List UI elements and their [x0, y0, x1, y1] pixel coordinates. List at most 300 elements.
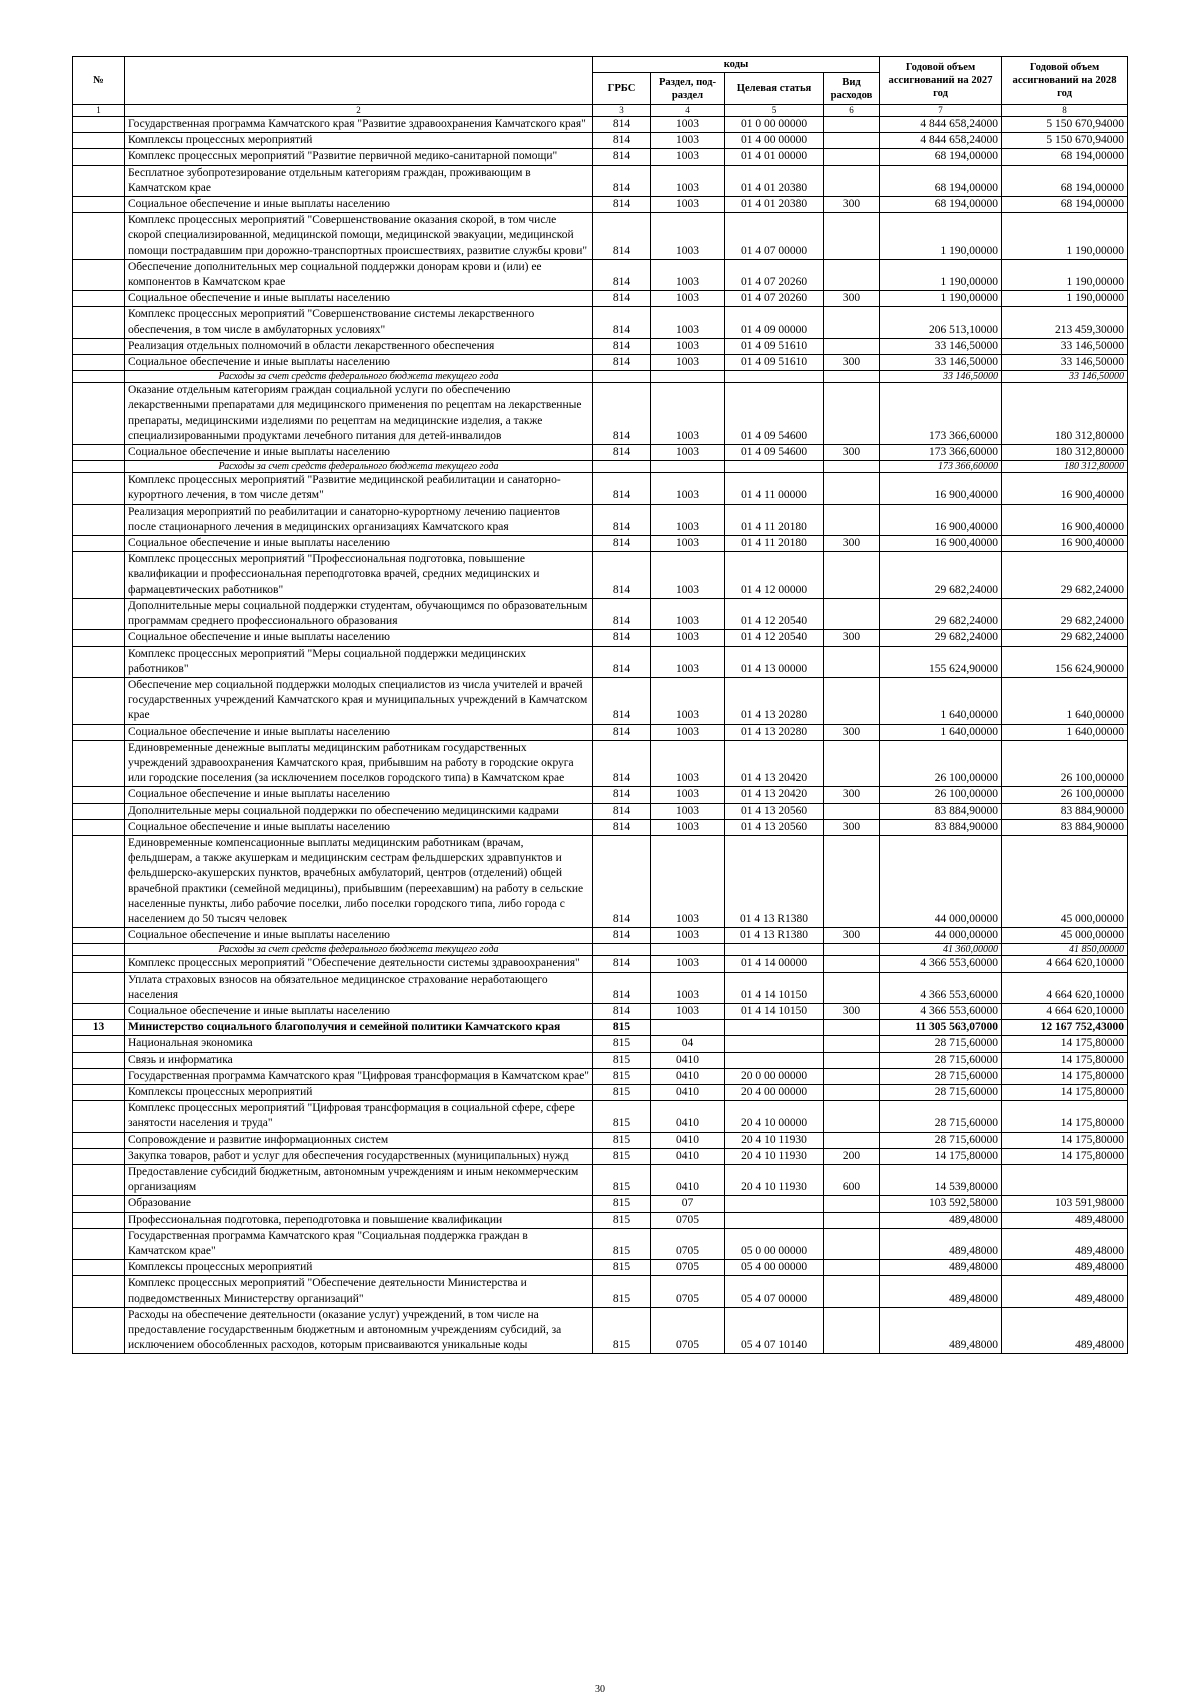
- section-code: 0410: [651, 1052, 725, 1068]
- table-row: [73, 819, 1128, 835]
- expense-type-code: [824, 740, 880, 787]
- target-article-code: [725, 371, 824, 383]
- target-article-code: 01 4 09 00000: [725, 307, 824, 338]
- table-row: [73, 552, 1128, 599]
- grbs-code: 815: [593, 1101, 651, 1132]
- amount-2028: [1002, 1165, 1128, 1196]
- target-article-code: 20 4 10 11930: [725, 1165, 824, 1196]
- grbs-code: 814: [593, 445, 651, 461]
- row-number: [73, 165, 125, 196]
- table-row: [73, 1020, 1128, 1036]
- amount-2027: 11 305 563,07000: [880, 1020, 1002, 1036]
- table-row: [73, 1165, 1128, 1196]
- target-article-code: 05 0 00 00000: [725, 1228, 824, 1259]
- expense-name: Дополнительные меры социальной поддержки студентам, обучающимся по образовательным программам среднего профессионального образования: [125, 598, 593, 629]
- amount-2028: 83 884,90000: [1002, 819, 1128, 835]
- amount-2028: 83 884,90000: [1002, 803, 1128, 819]
- row-number: [73, 536, 125, 552]
- expense-type-code: [824, 1196, 880, 1212]
- grbs-code: 815: [593, 1307, 651, 1354]
- grbs-code: 814: [593, 355, 651, 371]
- grbs-code: 814: [593, 213, 651, 260]
- expense-name: Связь и информатика: [125, 1052, 593, 1068]
- expense-name: Обеспечение дополнительных мер социальной поддержки донорам крови и (или) ее компонентов в Камчатском крае: [125, 259, 593, 290]
- target-article-code: 20 4 10 11930: [725, 1148, 824, 1164]
- target-article-code: 01 4 13 R1380: [725, 928, 824, 944]
- row-number: [73, 1148, 125, 1164]
- page-number: 30: [595, 1684, 605, 1695]
- amount-2027: 26 100,00000: [880, 740, 1002, 787]
- row-number: [73, 149, 125, 165]
- row-number: [73, 1307, 125, 1354]
- expense-name: Комплекс процессных мероприятий "Меры социальной поддержки медицинских работников": [125, 646, 593, 677]
- table-row: [73, 307, 1128, 338]
- table-row: [73, 291, 1128, 307]
- row-number: [73, 338, 125, 354]
- section-code: 1003: [651, 1003, 725, 1019]
- grbs-code: 814: [593, 473, 651, 504]
- row-number: [73, 956, 125, 972]
- section-code: 1003: [651, 787, 725, 803]
- section-code: 1003: [651, 165, 725, 196]
- target-article-code: 01 0 00 00000: [725, 117, 824, 133]
- section-code: 1003: [651, 835, 725, 927]
- table-row: [73, 740, 1128, 787]
- expense-type-code: [824, 1084, 880, 1100]
- amount-2028: 14 175,80000: [1002, 1036, 1128, 1052]
- amount-2027: 83 884,90000: [880, 819, 1002, 835]
- section-code: 1003: [651, 972, 725, 1003]
- expense-name: Социальное обеспечение и иные выплаты населению: [125, 197, 593, 213]
- expense-name: Комплекс процессных мероприятий "Совершенствование системы лекарственного обеспечения, в том числе в амбулаторных условиях": [125, 307, 593, 338]
- table-row: [73, 928, 1128, 944]
- grbs-code: 814: [593, 291, 651, 307]
- expense-name: Комплексы процессных мероприятий: [125, 1260, 593, 1276]
- expense-name: Комплексы процессных мероприятий: [125, 1084, 593, 1100]
- target-article-code: 01 4 01 00000: [725, 149, 824, 165]
- table-row: [73, 504, 1128, 535]
- target-article-code: 01 4 13 20280: [725, 677, 824, 724]
- section-code: 0705: [651, 1260, 725, 1276]
- target-article-code: 01 4 12 20540: [725, 630, 824, 646]
- expense-name: Реализация отдельных полномочий в области лекарственного обеспечения: [125, 338, 593, 354]
- row-number: [73, 473, 125, 504]
- target-article-code: 01 4 13 20420: [725, 787, 824, 803]
- amount-2028: 1 190,00000: [1002, 291, 1128, 307]
- table-row: [73, 165, 1128, 196]
- expense-name: Расходы за счет средств федерального бюджета текущего года: [125, 461, 593, 473]
- row-number: [73, 291, 125, 307]
- section-code: 0705: [651, 1228, 725, 1259]
- grbs-code: [593, 944, 651, 956]
- amount-2027: 16 900,40000: [880, 536, 1002, 552]
- target-article-code: [725, 1212, 824, 1228]
- row-number: [73, 1260, 125, 1276]
- amount-2028: 29 682,24000: [1002, 598, 1128, 629]
- amount-2028: 16 900,40000: [1002, 536, 1128, 552]
- amount-2027: 41 360,00000: [880, 944, 1002, 956]
- table-row: [73, 835, 1128, 927]
- target-article-code: 01 4 11 20180: [725, 536, 824, 552]
- table-row: [73, 630, 1128, 646]
- amount-2028: 1 190,00000: [1002, 213, 1128, 260]
- expense-type-code: [824, 1101, 880, 1132]
- column-number: 5: [725, 105, 824, 117]
- expense-name: Сопровождение и развитие информационных систем: [125, 1132, 593, 1148]
- amount-2027: 1 190,00000: [880, 259, 1002, 290]
- expense-type-code: 300: [824, 724, 880, 740]
- section-code: 1003: [651, 928, 725, 944]
- expense-name: Реализация мероприятий по реабилитации и санаторно-курортному лечению пациентов после стационарного лечения в медицинских организациях Камчатского края: [125, 504, 593, 535]
- target-article-code: 01 4 13 20280: [725, 724, 824, 740]
- target-article-code: 01 4 09 54600: [725, 445, 824, 461]
- section-code: 1003: [651, 197, 725, 213]
- amount-2028: 1 640,00000: [1002, 677, 1128, 724]
- expense-type-code: 300: [824, 291, 880, 307]
- table-row: [73, 1132, 1128, 1148]
- amount-2027: 4 366 553,60000: [880, 956, 1002, 972]
- expense-name: Профессиональная подготовка, переподготовка и повышение квалификации: [125, 1212, 593, 1228]
- table-row: [73, 197, 1128, 213]
- expense-name: Комплекс процессных мероприятий "Цифровая трансформация в социальной сфере, сфере занятости населения и труда": [125, 1101, 593, 1132]
- table-row: [73, 1052, 1128, 1068]
- amount-2027: 489,48000: [880, 1307, 1002, 1354]
- amount-2027: 4 844 658,24000: [880, 133, 1002, 149]
- row-number: [73, 598, 125, 629]
- section-code: 1003: [651, 956, 725, 972]
- row-number: [73, 1052, 125, 1068]
- amount-2028: 12 167 752,43000: [1002, 1020, 1128, 1036]
- amount-2028: 180 312,80000: [1002, 445, 1128, 461]
- amount-2028: 16 900,40000: [1002, 473, 1128, 504]
- target-article-code: 20 4 10 11930: [725, 1132, 824, 1148]
- amount-2027: 1 640,00000: [880, 724, 1002, 740]
- row-number: [73, 197, 125, 213]
- expense-type-code: [824, 598, 880, 629]
- expense-type-code: [824, 461, 880, 473]
- section-code: 1003: [651, 473, 725, 504]
- row-number: [73, 1132, 125, 1148]
- grbs-code: 815: [593, 1212, 651, 1228]
- expense-type-code: [824, 338, 880, 354]
- target-article-code: 01 4 07 20260: [725, 291, 824, 307]
- target-article-code: 01 4 09 54600: [725, 383, 824, 445]
- target-article-code: 20 4 00 00000: [725, 1084, 824, 1100]
- amount-2028: 4 664 620,10000: [1002, 972, 1128, 1003]
- amount-2027: 489,48000: [880, 1228, 1002, 1259]
- expense-name: Единовременные денежные выплаты медицинским работникам государственных учреждений здравоохранения Камчатского края, прибывшим на работу в городские округа или городские поселения (за исключением поселков городского типа) в Камчатском крае: [125, 740, 593, 787]
- target-article-code: 01 4 13 20560: [725, 819, 824, 835]
- table-row: [73, 677, 1128, 724]
- column-number: 1: [73, 105, 125, 117]
- table-row: [73, 972, 1128, 1003]
- row-number: [73, 928, 125, 944]
- amount-2028: 68 194,00000: [1002, 165, 1128, 196]
- table-row: [73, 117, 1128, 133]
- expense-type-code: [824, 473, 880, 504]
- amount-2027: 28 715,60000: [880, 1068, 1002, 1084]
- section-code: [651, 1020, 725, 1036]
- amount-2027: 28 715,60000: [880, 1052, 1002, 1068]
- expense-type-code: [824, 213, 880, 260]
- header-number: №: [73, 57, 125, 105]
- amount-2027: 489,48000: [880, 1212, 1002, 1228]
- header-target-article: Целевая статья: [725, 73, 824, 105]
- row-number: [73, 355, 125, 371]
- expense-type-code: [824, 1020, 880, 1036]
- grbs-code: 814: [593, 646, 651, 677]
- header-section: Раздел, под-раздел: [651, 73, 725, 105]
- table-row: [73, 1307, 1128, 1354]
- expense-type-code: [824, 646, 880, 677]
- amount-2028: 1 190,00000: [1002, 259, 1128, 290]
- table-row: [73, 1228, 1128, 1259]
- amount-2027: 33 146,50000: [880, 355, 1002, 371]
- amount-2028: 213 459,30000: [1002, 307, 1128, 338]
- expense-type-code: [824, 149, 880, 165]
- section-code: 1003: [651, 445, 725, 461]
- grbs-code: 814: [593, 928, 651, 944]
- row-number: [73, 461, 125, 473]
- amount-2027: 68 194,00000: [880, 165, 1002, 196]
- amount-2028: 29 682,24000: [1002, 630, 1128, 646]
- expense-name: Дополнительные меры социальной поддержки по обеспечению медицинскими кадрами: [125, 803, 593, 819]
- row-number: [73, 1212, 125, 1228]
- grbs-code: 814: [593, 504, 651, 535]
- expense-name: Бесплатное зубопротезирование отдельным категориям граждан, проживающим в Камчатском крае: [125, 165, 593, 196]
- amount-2028: 33 146,50000: [1002, 355, 1128, 371]
- header-name: [125, 57, 593, 105]
- section-code: 0705: [651, 1307, 725, 1354]
- expense-type-code: 300: [824, 536, 880, 552]
- section-code: 1003: [651, 598, 725, 629]
- amount-2028: 14 175,80000: [1002, 1101, 1128, 1132]
- amount-2027: 33 146,50000: [880, 371, 1002, 383]
- amount-2027: 4 366 553,60000: [880, 972, 1002, 1003]
- section-code: 1003: [651, 724, 725, 740]
- table-row: [73, 1148, 1128, 1164]
- amount-2028: 5 150 670,94000: [1002, 117, 1128, 133]
- expense-name: Социальное обеспечение и иные выплаты населению: [125, 787, 593, 803]
- amount-2028: 29 682,24000: [1002, 552, 1128, 599]
- expense-name: Комплекс процессных мероприятий "Обеспечение деятельности Министерства и подведомственных Министерству организаций": [125, 1276, 593, 1307]
- expense-type-code: [824, 259, 880, 290]
- grbs-code: 814: [593, 630, 651, 646]
- section-code: [651, 461, 725, 473]
- row-number: [73, 504, 125, 535]
- amount-2028: 489,48000: [1002, 1276, 1128, 1307]
- amount-2028: 5 150 670,94000: [1002, 133, 1128, 149]
- amount-2028: 489,48000: [1002, 1260, 1128, 1276]
- expense-name: Расходы за счет средств федерального бюджета текущего года: [125, 944, 593, 956]
- row-number: [73, 724, 125, 740]
- section-code: 1003: [651, 338, 725, 354]
- grbs-code: 815: [593, 1052, 651, 1068]
- amount-2027: 16 900,40000: [880, 473, 1002, 504]
- amount-2028: 4 664 620,10000: [1002, 956, 1128, 972]
- amount-2027: 26 100,00000: [880, 787, 1002, 803]
- target-article-code: 01 4 11 20180: [725, 504, 824, 535]
- table-row: [73, 213, 1128, 260]
- grbs-code: 815: [593, 1036, 651, 1052]
- row-number: [73, 630, 125, 646]
- expense-name: Единовременные компенсационные выплаты медицинским работникам (врачам, фельдшерам, а также акушеркам и медицинским сестрам фельдшерских здравпунктов и фельдшерско-акушерских пунктов, врачебных амбулаторий, центров (отделений) общей врачебной практики (семейной медицины), прибывшим (переехавшим) на работу в сельские населенные пункты, либо рабочие поселки, либо поселки городского типа, либо города с населением до 50 тысяч человек: [125, 835, 593, 927]
- expense-type-code: [824, 371, 880, 383]
- grbs-code: 814: [593, 835, 651, 927]
- expense-type-code: [824, 1132, 880, 1148]
- column-number: 6: [824, 105, 880, 117]
- expense-name: Уплата страховых взносов на обязательное медицинское страхование неработающего населения: [125, 972, 593, 1003]
- row-number: [73, 835, 125, 927]
- expense-name: Образование: [125, 1196, 593, 1212]
- expense-type-code: [824, 1276, 880, 1307]
- grbs-code: 814: [593, 383, 651, 445]
- amount-2028: 156 624,90000: [1002, 646, 1128, 677]
- table-row: [73, 956, 1128, 972]
- expense-name: Обеспечение мер социальной поддержки молодых специалистов из числа учителей и врачей государственных учреждений Камчатского края и муниципальных учреждений в Камчатском крае: [125, 677, 593, 724]
- target-article-code: 20 0 00 00000: [725, 1068, 824, 1084]
- row-number: [73, 646, 125, 677]
- section-code: 1003: [651, 213, 725, 260]
- expense-name: Социальное обеспечение и иные выплаты населению: [125, 928, 593, 944]
- grbs-code: 814: [593, 133, 651, 149]
- expense-type-code: [824, 1068, 880, 1084]
- target-article-code: [725, 944, 824, 956]
- amount-2027: 29 682,24000: [880, 598, 1002, 629]
- column-number: 7: [880, 105, 1002, 117]
- amount-2028: 489,48000: [1002, 1307, 1128, 1354]
- expense-name: Социальное обеспечение и иные выплаты населению: [125, 291, 593, 307]
- column-number: 2: [125, 105, 593, 117]
- table-row: [73, 646, 1128, 677]
- grbs-code: 815: [593, 1068, 651, 1084]
- table-row: [73, 383, 1128, 445]
- expense-type-code: 300: [824, 630, 880, 646]
- target-article-code: 01 4 07 00000: [725, 213, 824, 260]
- federal-budget-row: [73, 461, 1128, 473]
- amount-2028: 33 146,50000: [1002, 338, 1128, 354]
- amount-2027: 173 366,60000: [880, 445, 1002, 461]
- expense-type-code: 600: [824, 1165, 880, 1196]
- expense-type-code: [824, 677, 880, 724]
- amount-2028: 14 175,80000: [1002, 1148, 1128, 1164]
- expense-type-code: [824, 1036, 880, 1052]
- header-expense-type: Вид расходов: [824, 73, 880, 105]
- row-number: [73, 259, 125, 290]
- grbs-code: 815: [593, 1084, 651, 1100]
- grbs-code: 815: [593, 1148, 651, 1164]
- row-number: [73, 117, 125, 133]
- section-code: 1003: [651, 383, 725, 445]
- row-number: [73, 944, 125, 956]
- expense-type-code: [824, 944, 880, 956]
- section-code: 04: [651, 1036, 725, 1052]
- grbs-code: 814: [593, 803, 651, 819]
- table-row: [73, 1068, 1128, 1084]
- expense-name: Социальное обеспечение и иные выплаты населению: [125, 536, 593, 552]
- amount-2027: 28 715,60000: [880, 1036, 1002, 1052]
- amount-2028: 103 591,98000: [1002, 1196, 1128, 1212]
- section-code: 0410: [651, 1068, 725, 1084]
- expense-type-code: [824, 383, 880, 445]
- expense-type-code: [824, 803, 880, 819]
- section-code: 0410: [651, 1148, 725, 1164]
- expense-type-code: [824, 117, 880, 133]
- section-code: 1003: [651, 677, 725, 724]
- amount-2027: 44 000,00000: [880, 835, 1002, 927]
- row-number: [73, 1196, 125, 1212]
- target-article-code: 05 4 07 00000: [725, 1276, 824, 1307]
- expense-type-code: [824, 165, 880, 196]
- table-row: [73, 536, 1128, 552]
- expense-name: Социальное обеспечение и иные выплаты населению: [125, 630, 593, 646]
- amount-2027: 33 146,50000: [880, 338, 1002, 354]
- amount-2028: 489,48000: [1002, 1228, 1128, 1259]
- target-article-code: [725, 1052, 824, 1068]
- table-header: [73, 57, 1128, 117]
- grbs-code: [593, 461, 651, 473]
- expense-type-code: 300: [824, 819, 880, 835]
- amount-2028: 26 100,00000: [1002, 740, 1128, 787]
- section-code: 1003: [651, 536, 725, 552]
- grbs-code: 814: [593, 117, 651, 133]
- section-code: 1003: [651, 552, 725, 599]
- grbs-code: 814: [593, 972, 651, 1003]
- row-number: [73, 1276, 125, 1307]
- table-row: [73, 355, 1128, 371]
- grbs-code: 814: [593, 165, 651, 196]
- amount-2028: 41 850,00000: [1002, 944, 1128, 956]
- target-article-code: 05 4 07 10140: [725, 1307, 824, 1354]
- row-number: [73, 213, 125, 260]
- row-number: [73, 1165, 125, 1196]
- table-row: [73, 598, 1128, 629]
- table-row: [73, 259, 1128, 290]
- section-code: 0705: [651, 1276, 725, 1307]
- expense-type-code: [824, 552, 880, 599]
- table-row: [73, 787, 1128, 803]
- row-number: [73, 1084, 125, 1100]
- row-number: [73, 1036, 125, 1052]
- amount-2027: 173 366,60000: [880, 461, 1002, 473]
- amount-2027: 1 190,00000: [880, 291, 1002, 307]
- expense-type-code: [824, 972, 880, 1003]
- table-row: [73, 133, 1128, 149]
- grbs-code: 815: [593, 1196, 651, 1212]
- amount-2027: 28 715,60000: [880, 1132, 1002, 1148]
- budget-table: [72, 56, 1128, 1354]
- expense-type-code: 300: [824, 197, 880, 213]
- amount-2027: 44 000,00000: [880, 928, 1002, 944]
- expense-type-code: [824, 835, 880, 927]
- grbs-code: 814: [593, 307, 651, 338]
- amount-2028: 489,48000: [1002, 1212, 1128, 1228]
- grbs-code: 814: [593, 787, 651, 803]
- row-number: [73, 383, 125, 445]
- expense-name: Оказание отдельным категориям граждан социальной услуги по обеспечению лекарственными препаратами для медицинского применения по рецептам на лекарственные препараты, медицинскими изделиями по рецептам на медицинские изделия, а также специализированными продуктами лечебного питания для детей-инвалидов: [125, 383, 593, 445]
- target-article-code: 01 4 12 00000: [725, 552, 824, 599]
- expense-type-code: [824, 1052, 880, 1068]
- row-number: [73, 677, 125, 724]
- table-row: [73, 1036, 1128, 1052]
- amount-2028: 16 900,40000: [1002, 504, 1128, 535]
- grbs-code: 815: [593, 1020, 651, 1036]
- grbs-code: 814: [593, 149, 651, 165]
- amount-2028: 4 664 620,10000: [1002, 1003, 1128, 1019]
- table-body: [73, 117, 1128, 1354]
- grbs-code: 815: [593, 1260, 651, 1276]
- amount-2027: 29 682,24000: [880, 630, 1002, 646]
